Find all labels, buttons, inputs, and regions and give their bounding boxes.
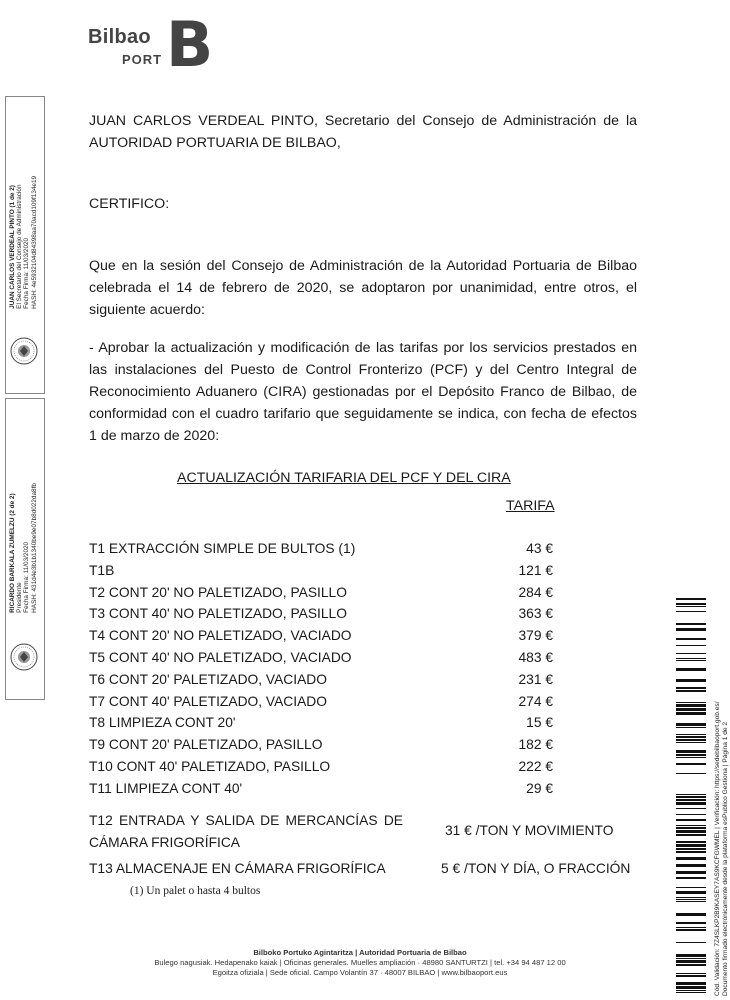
tariff-price: 222 €: [518, 758, 553, 774]
logo-port: PORT: [122, 52, 163, 67]
seal-icon: [10, 643, 38, 671]
tariff-price: 231 €: [518, 671, 553, 687]
logo-word: Bilbao: [88, 26, 151, 48]
signature-text-1: [9, 109, 38, 309]
tariff-label: T10 CONT 40' PALETIZADO, PASILLO: [89, 758, 331, 774]
tariff-price: 363 €: [518, 606, 553, 622]
tariff-price: 284 €: [518, 584, 553, 600]
approval-paragraph: - Aprobar la actualización y modificación de las tarifas por los servicios prestados en las instalaciones del Puesto de Control Fronterizo (PCF) y del Centro Integral de Reconocimiento Aduanero (CIRA) gestionadas por el Depósito Franco de Bilbao, de conformidad con el cuadro tarifario que seguidamente se indica, con fecha de efectos 1 de marzo de 2020:: [89, 340, 637, 444]
signer-role: El Secretario del Consejo de Administración: [16, 184, 24, 309]
table-row: [89, 647, 609, 669]
tariff-label: T9 CONT 20' PALETIZADO, PASILLO: [89, 737, 323, 753]
table-row: [89, 778, 609, 800]
tariff-price: 182 €: [518, 737, 553, 753]
tariff-price: 274 €: [518, 693, 553, 709]
table-row: [89, 756, 609, 778]
signature-date: Fecha Firma: 11/03/2020: [23, 238, 31, 309]
logo-letter: B: [166, 8, 214, 81]
footer-line-3: Egoitza ofiziala | Sede oficial. Campo Volantín 37 · 48007 BILBAO | www.bilbaoport.eus: [212, 968, 508, 977]
seal-icon: [10, 337, 38, 365]
session-paragraph: Que en la sesión del Consejo de Administración de la Autoridad Portuaria de Bilbao celebrada el 14 de febrero de 2020, se adoptaron por unanimidad, entre otros, el siguiente acuerdo:: [89, 258, 637, 318]
barcode-icon: [676, 598, 706, 994]
signature-date: Fecha Firma: 11/03/2020: [23, 542, 31, 613]
footer-line-1: Bilboko Portuko Agintaritza | Autoridad Portuaria de Bilbao: [253, 948, 467, 957]
tariff-label: T12 ENTRADA Y SALIDA DE MERCANCÍAS DE CÁMARA FRIGORÍFICA: [89, 813, 403, 850]
tariff-label: T5 CONT 40' NO PALETIZADO, VACIADO: [89, 649, 352, 665]
tariff-label: T8 LIMPIEZA CONT 20': [89, 715, 236, 731]
signer-role: Presidente: [16, 582, 24, 613]
table-row: [89, 625, 609, 647]
tariff-price: 121 €: [518, 562, 553, 578]
tariff-label: T6 CONT 20' PALETIZADO, VACIADO: [89, 671, 328, 687]
tariff-price: 483 €: [518, 649, 553, 665]
signature-stamp-2: [5, 398, 45, 700]
table-row: [89, 560, 609, 582]
table-row: [89, 712, 609, 734]
tariff-price: 379 €: [518, 628, 553, 644]
certifico-label: CERTIFICO:: [89, 196, 170, 212]
tariff-label: T2 CONT 20' NO PALETIZADO, PASILLO: [89, 584, 347, 600]
table-row: [89, 603, 609, 625]
table-row: [89, 582, 609, 604]
footnote: (1) Un palet o hasta 4 bultos: [130, 885, 261, 897]
tariff-label: T3 CONT 40' NO PALETIZADO, PASILLO: [89, 606, 347, 622]
tariff-label: T13 ALMACENAJE EN CÁMARA FRIGORÍFICA: [89, 861, 386, 876]
signature-hash: HASH: 431d4e3b1b1340be9e07b8d022da8fb: [30, 483, 38, 613]
table-row-t12: [89, 810, 649, 854]
table-row-t13: [89, 858, 649, 880]
tariff-label: T1 EXTRACCIÓN SIMPLE DE BULTOS (1): [89, 541, 356, 556]
page-footer: [100, 948, 620, 978]
verification-line-1: Cód. Validación: 7Z4SLKP2B9KASEY7AS9KCFGWMEL | Verificación: https://sedebilbaoport.gob.es/: [714, 701, 721, 996]
signature-hash: HASH: 4e5932104d84398aa70acd109f134e19: [30, 176, 38, 309]
verification-text: [714, 596, 730, 996]
signer-name: JUAN CARLOS VERDEAL PINTO (1 de 2): [9, 185, 17, 309]
tariff-price: 5 € /TON Y DÍA, O FRACCIÓN: [441, 861, 631, 876]
bilbao-port-logo: [88, 8, 214, 81]
tariff-column-header: TARIFA: [506, 498, 555, 514]
table-row: [89, 734, 609, 756]
tariff-price: 29 €: [526, 780, 553, 796]
table-row: [89, 538, 609, 560]
signer-name: RICARDO BARKALA ZUMELZU (2 de 2): [9, 493, 17, 613]
verification-line-2: Documento firmado electrónicamente desde la plataforma esPublico Gestiona | Página 1 de 2: [722, 721, 729, 996]
tariff-table-title: ACTUALIZACIÓN TARIFARIA DEL PCF Y DEL CIRA: [177, 470, 511, 486]
tariff-label: T4 CONT 20' NO PALETIZADO, VACIADO: [89, 628, 352, 644]
table-row: [89, 691, 609, 713]
tariff-price: 43 €: [526, 541, 553, 556]
tariff-price: 31 € /TON Y MOVIMIENTO: [445, 823, 614, 838]
signature-text-2: [9, 413, 38, 613]
footer-line-2: Bulego nagusiak. Hedapenako kaiak | Oficinas generales. Muelles ampliación · 48980 SANTURTZI | tel. +34 94 487 12 00: [154, 958, 566, 967]
tariff-table: [89, 538, 609, 800]
tariff-price: 15 €: [526, 715, 553, 731]
certifier-header: JUAN CARLOS VERDEAL PINTO, Secretario del Consejo de Administración de la AUTORIDAD PORTUARIA DE BILBAO,: [89, 113, 637, 151]
tariff-label: T11 LIMPIEZA CONT 40': [89, 780, 243, 796]
signature-stamp-1: [5, 96, 45, 394]
tariff-label: T1B: [89, 562, 115, 578]
table-row: [89, 669, 609, 691]
tariff-label: T7 CONT 40' PALETIZADO, VACIADO: [89, 693, 328, 709]
